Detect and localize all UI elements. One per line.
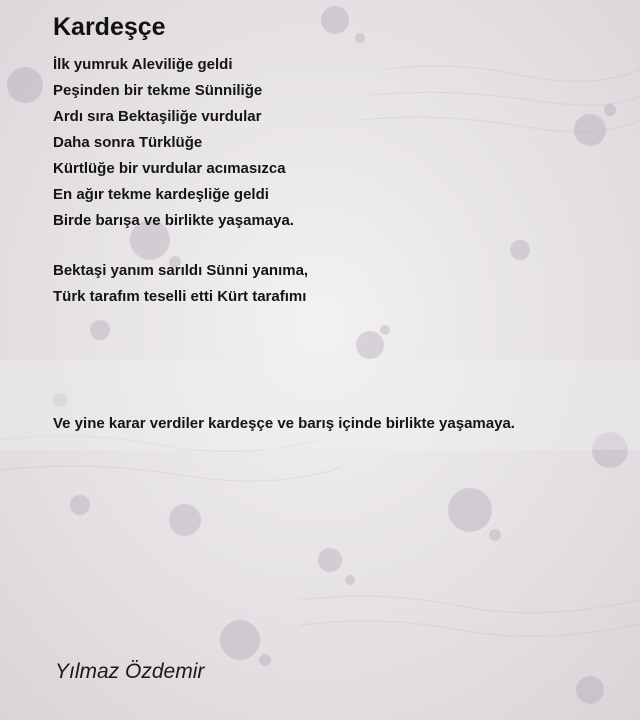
stanza-1: [53, 52, 294, 234]
poem-author: Yılmaz Özdemir: [55, 660, 205, 683]
poem-line: Türk tarafım teselli etti Kürt tarafımı: [53, 288, 307, 305]
stanza-3: [53, 411, 515, 437]
poem-line: Daha sonra Türklüğe: [53, 134, 203, 151]
poem-line: Peşinden bir tekme Sünniliğe: [53, 82, 263, 99]
poem-line: Ve yine karar verdiler kardeşçe ve barış içinde birlikte yaşamaya.: [53, 415, 515, 432]
poem-title: Kardeşçe: [53, 13, 166, 41]
poem-line: Birde barışa ve birlikte yaşamaya.: [53, 212, 294, 229]
poem-line: Kürtlüğe bir vurdular acımasızca: [53, 160, 286, 177]
poem-line: İlk yumruk Aleviliğe geldi: [53, 56, 233, 73]
stanza-2: [53, 258, 308, 310]
poem-line: Ardı sıra Bektaşiliğe vurdular: [53, 108, 262, 125]
poem-line: En ağır tekme kardeşliğe geldi: [53, 186, 269, 203]
poem-line: Bektaşi yanım sarıldı Sünni yanıma,: [53, 262, 309, 279]
